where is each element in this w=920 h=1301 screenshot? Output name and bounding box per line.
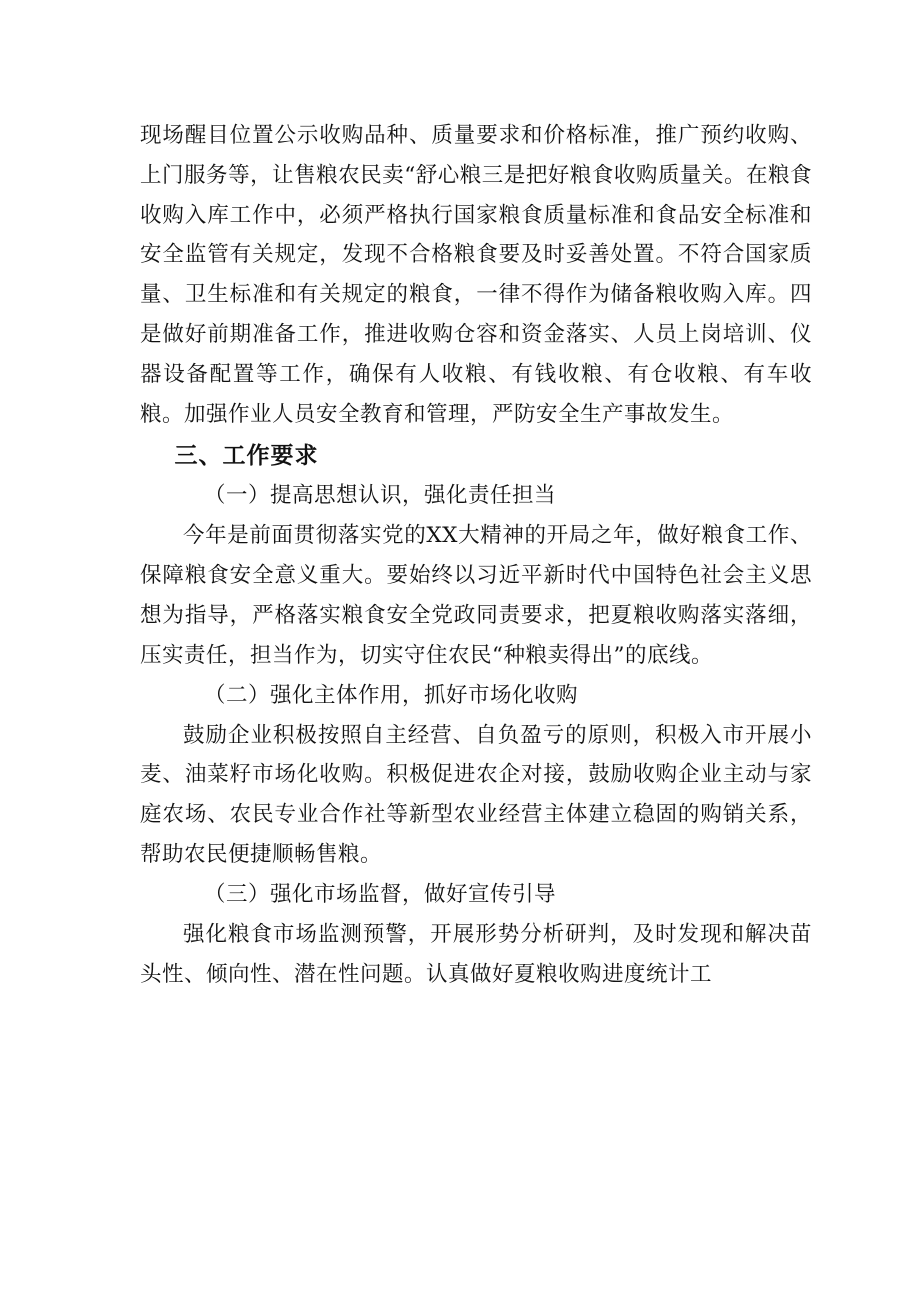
paragraph-continued: 现场醒目位置公示收购品种、质量要求和价格标准，推广预约收购、上门服务等，让售粮农民卖“舒心粮三是把好粮食收购质量关。在粮食收购入库工作中，必须严格执行国家粮食质量标准和食品安全标准和安全监管有关规定，发现不合格粮食要及时妥善处置。不符合国家质量、卫生标准和有关规定的粮食，一律不得作为储备粮收购入库。四是做好前期准备工作，推进收购仓容和资金落实、人员上岗培训、仪器设备配置等工作，确保有人收粮、有钱收粮、有仓收粮、有车收粮。加强作业人员安全教育和管理，严防安全生产事故发生。 [140, 123, 812, 427]
section-heading: 三、工作要求 [174, 443, 319, 470]
subsection-heading-3: （三）强化市场监督，做好宣传引导 [204, 881, 557, 907]
subsection-paragraph-3: 强化粮食市场监测预警，开展形势分析研判，及时发现和解决苗头性、倾向性、潜在性问题。认真做好夏粮收购进度统计工 [140, 921, 812, 987]
subsection-heading-2: （二）强化主体作用，抓好市场化收购 [204, 682, 579, 708]
document-body [140, 116, 812, 994]
subsection-paragraph-1: 今年是前面贯彻落实党的XX大精神的开局之年，做好粮食工作、保障粮食安全意义重大。要始终以习近平新时代中国特色社会主义思想为指导，严格落实粮食安全党政同责要求，把夏粮收购落实落细，压实责任，担当作为，切实守住农民“种粮卖得出”的底线。 [140, 523, 812, 668]
subsection-heading-1: （一）提高思想认识，强化责任担当 [204, 483, 557, 509]
subsection-paragraph-2: 鼓励企业积极按照自主经营、自负盈亏的原则，积极入市开展小麦、油菜籽市场化收购。积极促进农企对接，鼓励收购企业主动与家庭农场、农民专业合作社等新型农业经营主体建立稳固的购销关系，帮助农民便捷顺畅售粮。 [140, 722, 812, 867]
